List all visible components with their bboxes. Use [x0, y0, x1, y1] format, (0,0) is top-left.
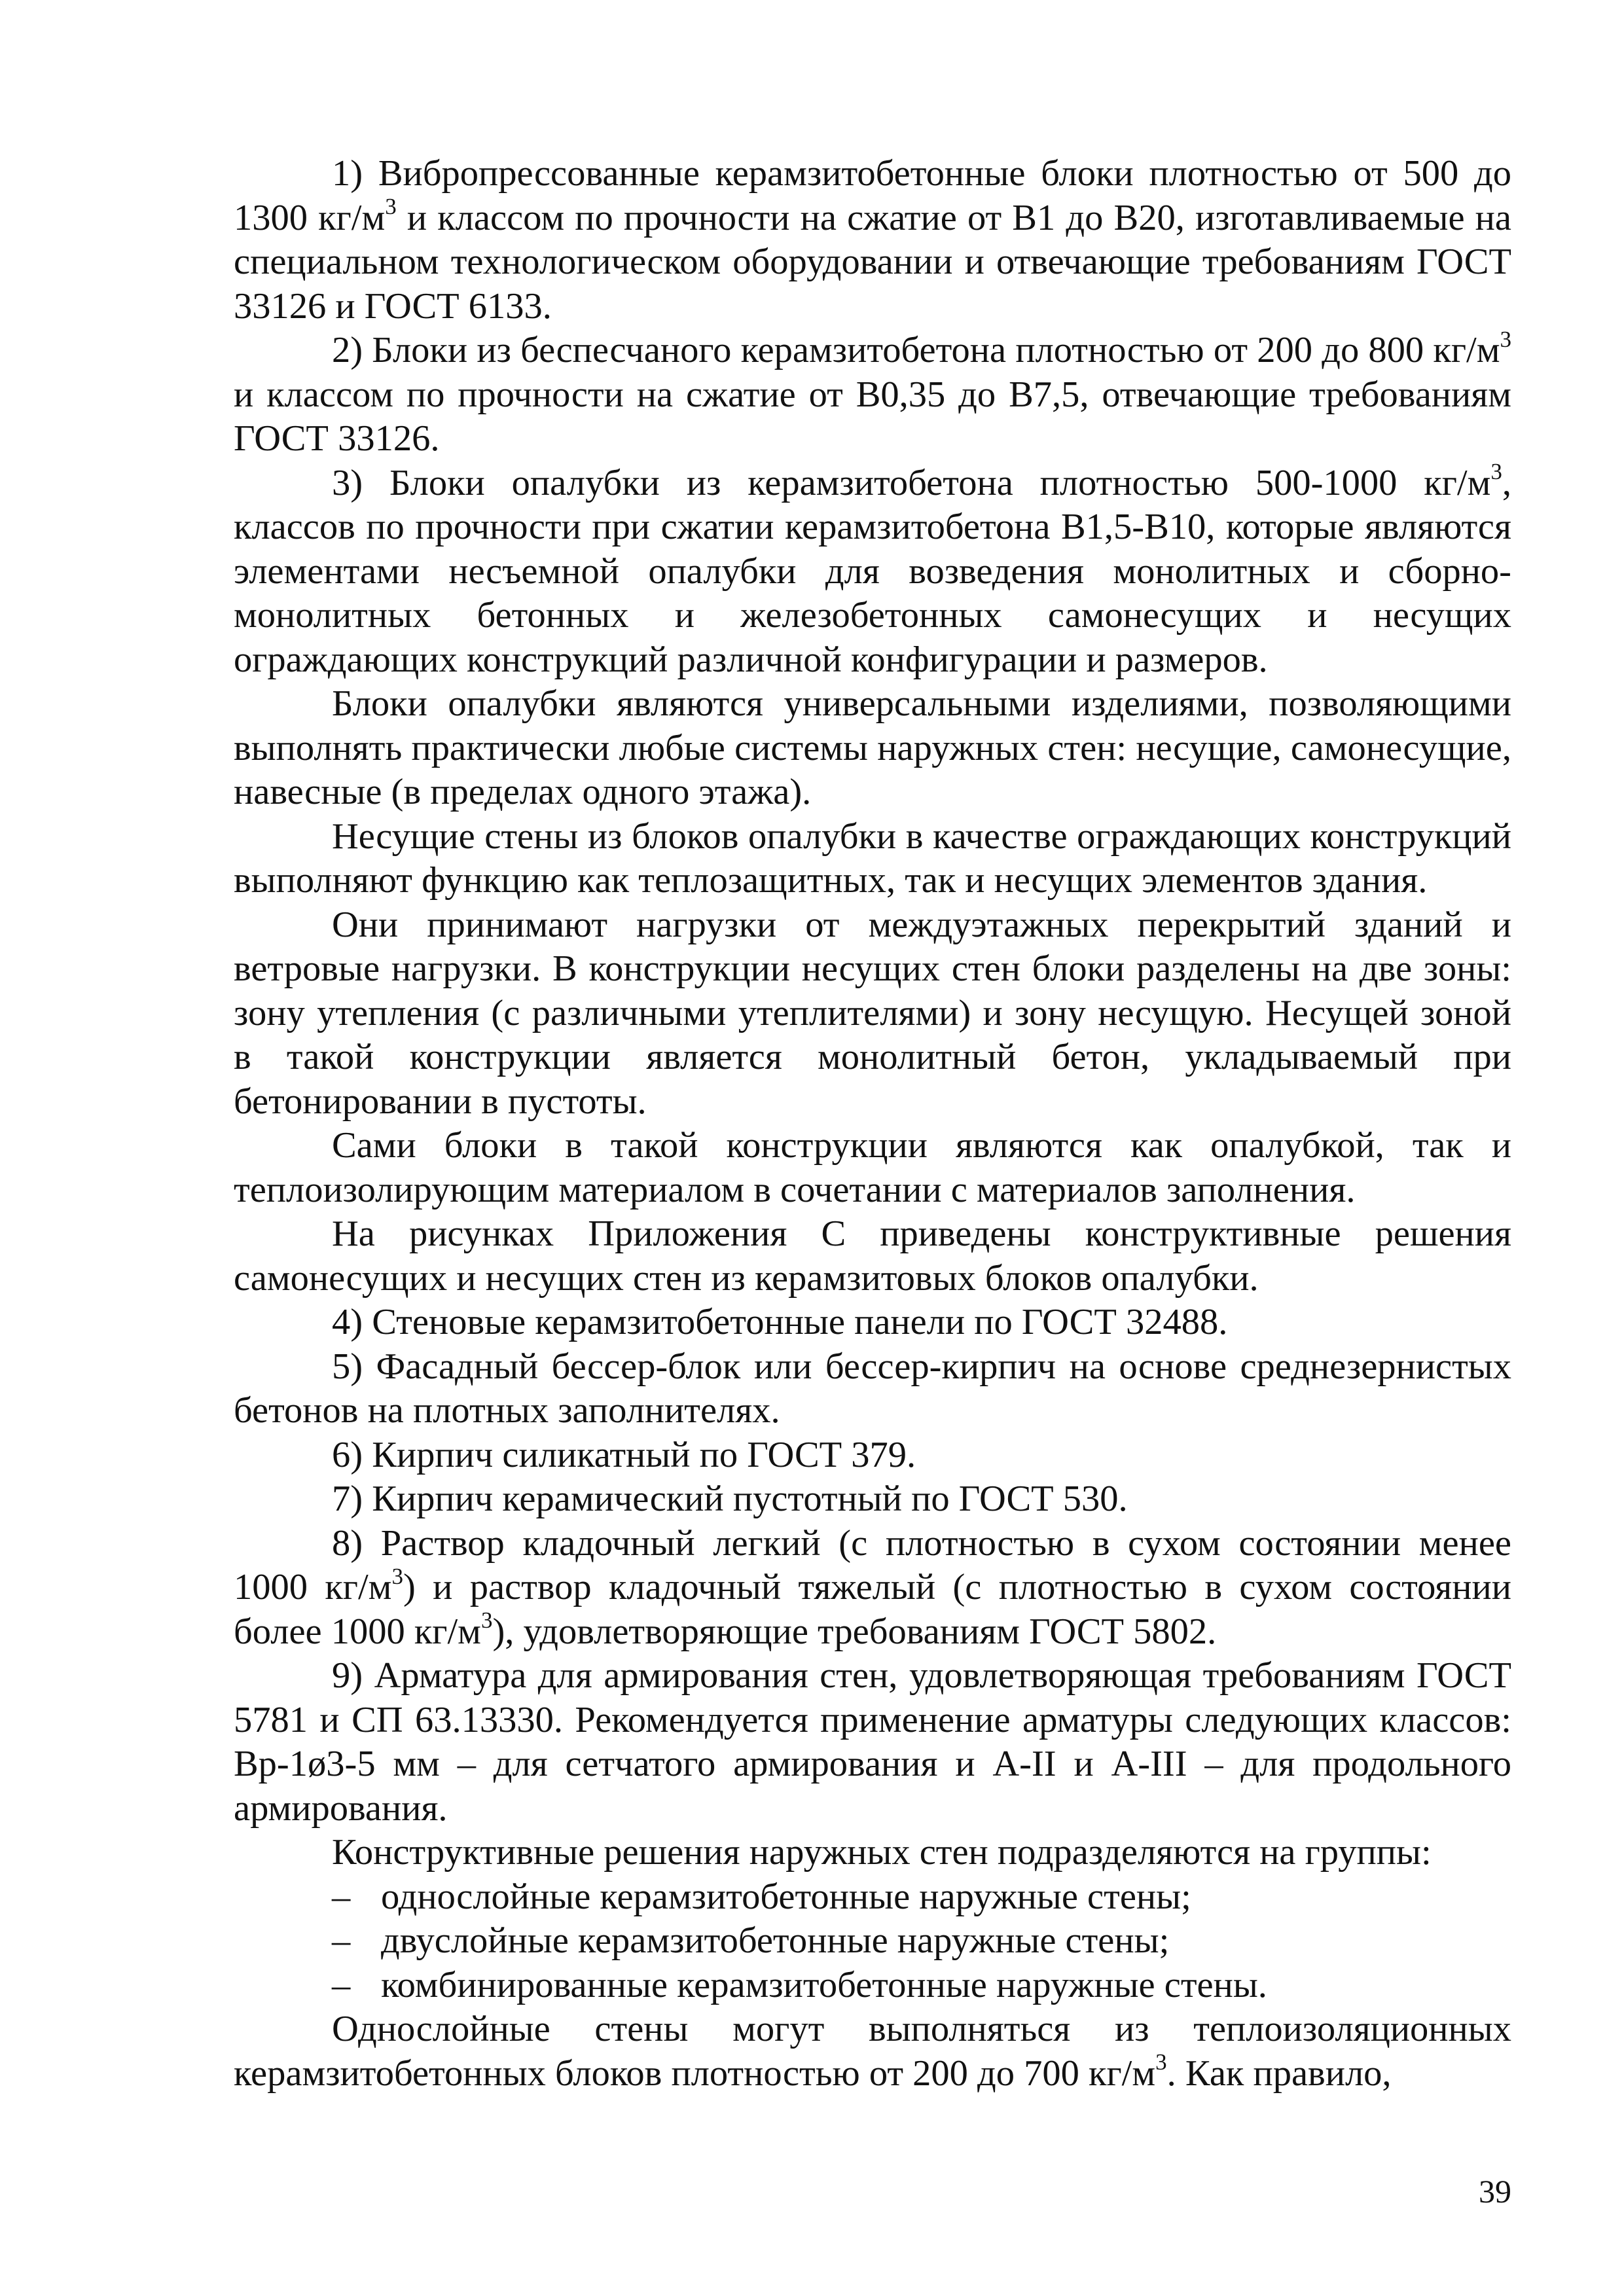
paragraph-13-text-end: ), удовлетворяющие требованиям ГОСТ 5802. — [492, 1611, 1217, 1652]
paragraph-14: 9) Арматура для армирования стен, удовлетворяющая требованиям ГОСТ 5781 и СП 63.13330. Рекомендуется применение арматуры следующих классов: Вр-1ø3-5 мм – для сетчатого армирования и А-II и А-III – для продольного армирования. — [234, 1655, 1511, 1829]
paragraph-3-superscript: 3 — [1490, 459, 1502, 485]
paragraph-8: На рисунках Приложения С приведены конструктивные решения самонесущих и несущих стен из керамзитовых блоков опалубки. — [234, 1213, 1511, 1299]
paragraph-2-superscript: 3 — [1500, 326, 1511, 352]
paragraph-11: 6) Кирпич силикатный по ГОСТ 379. — [332, 1434, 916, 1475]
paragraph-1-text-end: и классом по прочности на сжатие от В1 до В20, изготавливаемые на специальном технологическом оборудовании и отвечающие требованиям ГОСТ 33126 и ГОСТ 6133. — [234, 197, 1511, 327]
paragraph-3 — [234, 461, 1511, 683]
paragraph-15: Конструктивные решения наружных стен подразделяются на группы: — [332, 1832, 1432, 1873]
paragraph-10: 5) Фасадный бессер-блок или бессер-кирпич на основе среднезернистых бетонов на плотных заполнителях. — [234, 1346, 1511, 1431]
paragraph-last-text-end: . Как правило, — [1166, 2053, 1392, 2094]
paragraph-5: Несущие стены из блоков опалубки в качестве ограждающих конструкций выполняют функцию как теплозащитных, так и несущих элементов здания. — [234, 816, 1511, 901]
paragraph-3-text-end: , классов по прочности при сжатии керамзитобетона В1,5-В10, которые являются элементами несъемной опалубки для возведения монолитных и сборно-монолитных бетонных и железобетонных самонесущих и несущих ограждающих конструкций различной конфигурации и размеров. — [234, 462, 1511, 680]
list-item — [234, 1919, 1511, 1964]
paragraph-2-text-end: и классом по прочности на сжатие от В0,35 до В7,5, отвечающие требованиям ГОСТ 33126. — [234, 374, 1511, 459]
list-item-text: двуслойные керамзитобетонные наружные стены; — [381, 1920, 1170, 1961]
list-item — [234, 1964, 1511, 2008]
paragraph-3-text: 3) Блоки опалубки из керамзитобетона плотностью 500-1000 кг/м — [332, 462, 1491, 503]
paragraph-7: Сами блоки в такой конструкции являются как опалубкой, так и теплоизолирующим материалом в сочетании с материалов заполнения. — [234, 1125, 1511, 1210]
paragraph-last — [234, 2007, 1511, 2096]
paragraph-13-text: 8) Раствор кладочный легкий (с плотностью в сухом состоянии менее 1000 кг/м — [234, 1522, 1511, 1607]
paragraph-13-superscript-2: 3 — [480, 1607, 493, 1634]
paragraph-6: Они принимают нагрузки от междуэтажных перекрытий зданий и ветровые нагрузки. В конструкции несущих стен блоки разделены на две зоны: зону утепления (с различными утеплителями) и зону несущую. Несущей зоной в такой конструкции является монолитный бетон, укладываемый при бетонировании в пустоты. — [234, 904, 1511, 1122]
page-body — [234, 152, 1511, 2096]
paragraph-1-superscript: 3 — [385, 194, 397, 220]
paragraph-last-superscript: 3 — [1155, 2049, 1167, 2075]
paragraph-2 — [234, 326, 1511, 461]
list-item-text: однослойные керамзитобетонные наружные стены; — [381, 1876, 1191, 1917]
paragraph-13-superscript: 3 — [391, 1563, 403, 1589]
paragraph-last-text: Однослойные стены могут выполняться из теплоизоляционных керамзитобетонных блоков плотностью от 200 до 700 кг/м — [234, 2009, 1511, 2094]
dash-bullet-icon: – — [332, 1964, 351, 2005]
list-item — [234, 1875, 1511, 1920]
paragraph-9: 4) Стеновые керамзитобетонные панели по ГОСТ 32488. — [332, 1302, 1228, 1342]
dash-bullet-icon: – — [332, 1876, 351, 1917]
page-number: 39 — [1479, 2173, 1511, 2210]
paragraph-2-text: 2) Блоки из беспесчаного керамзитобетона плотностью от 200 до 800 кг/м — [332, 330, 1500, 370]
paragraph-1-text: 1) Вибропрессованные керамзитобетонные блоки плотностью от 500 до 1300 кг/м — [234, 153, 1511, 238]
paragraph-1 — [234, 152, 1511, 329]
paragraph-13 — [234, 1522, 1511, 1655]
paragraph-4: Блоки опалубки являются универсальными изделиями, позволяющими выполнять практически любые системы наружных стен: несущие, самонесущие, навесные (в пределах одного этажа). — [234, 683, 1511, 812]
paragraph-13-text-middle: ) и раствор кладочный тяжелый (с плотностью в сухом состоянии более 1000 кг/м — [234, 1567, 1511, 1652]
list-item-text: комбинированные керамзитобетонные наружные стены. — [381, 1964, 1267, 2005]
paragraph-12: 7) Кирпич керамический пустотный по ГОСТ 530. — [332, 1479, 1128, 1519]
dash-bullet-icon: – — [332, 1920, 351, 1961]
